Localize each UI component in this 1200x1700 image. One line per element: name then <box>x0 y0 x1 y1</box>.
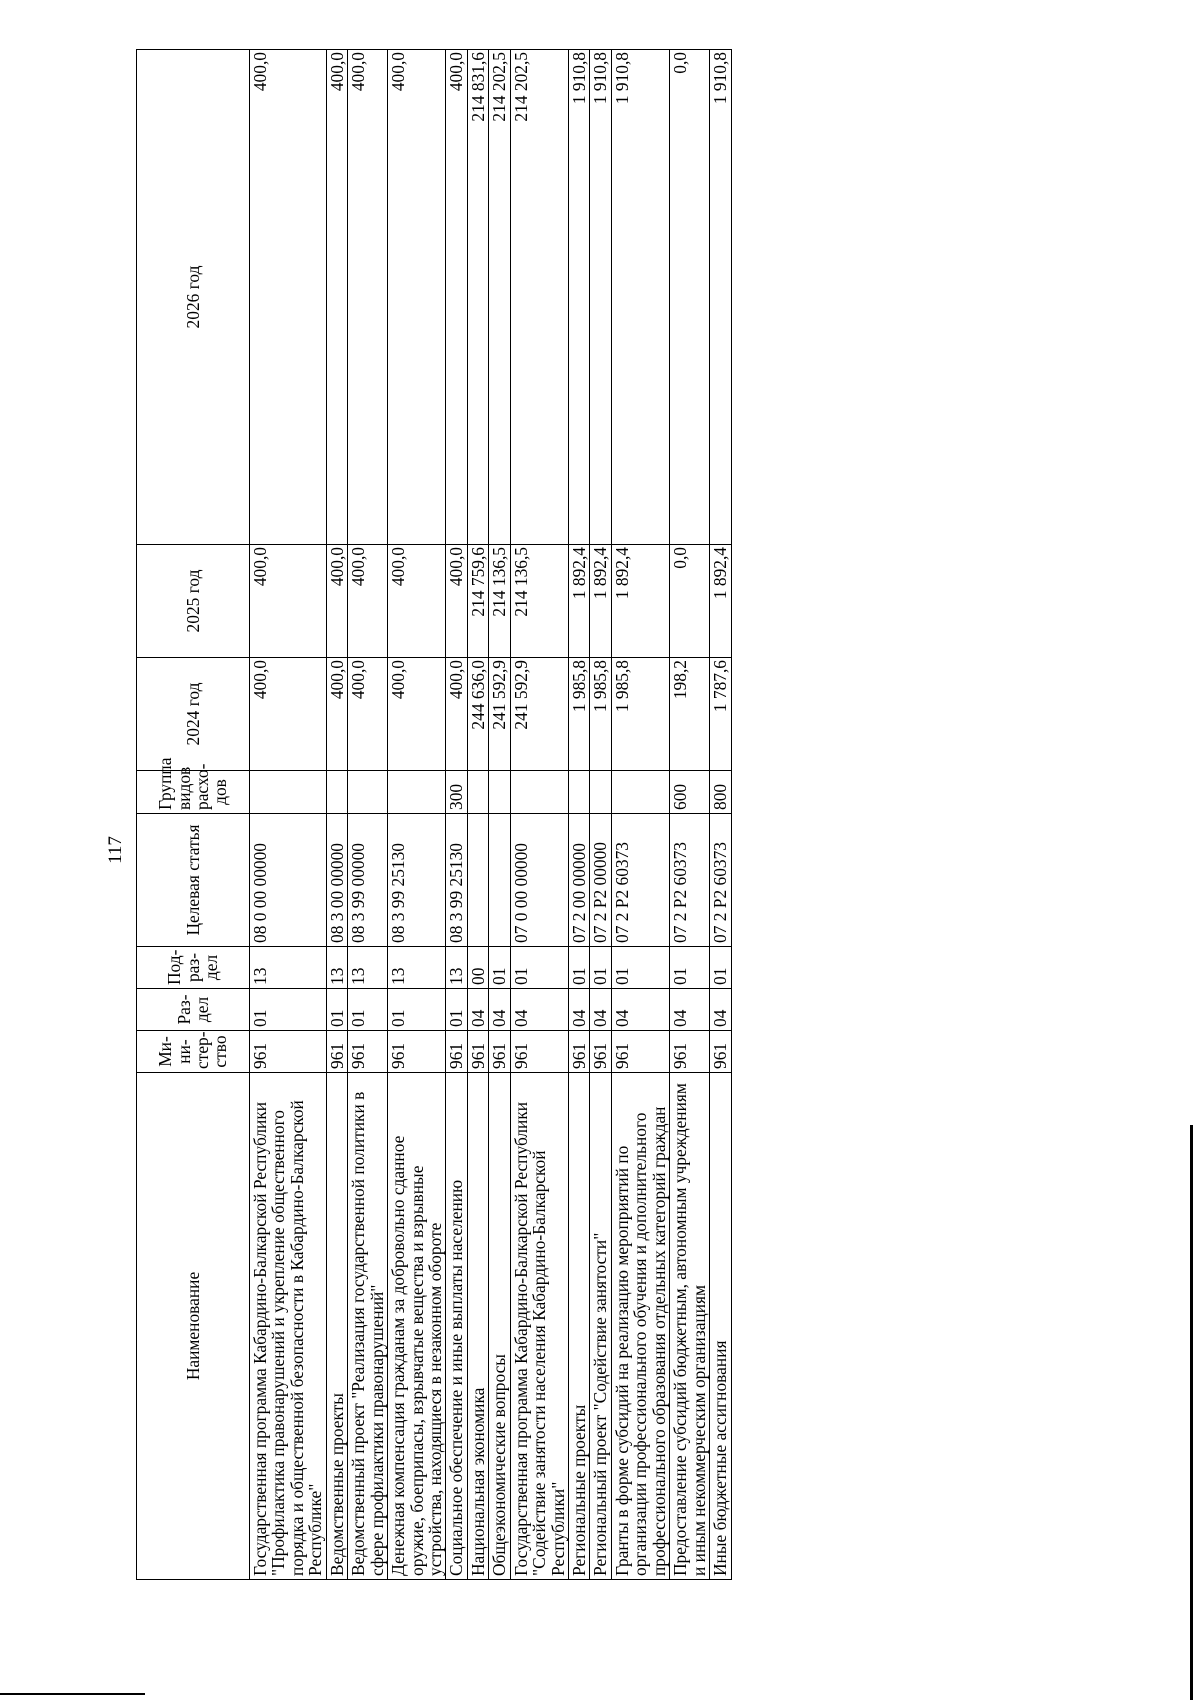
cell-y2024: 244 636,0 <box>467 658 488 771</box>
cell-y2026: 1 910,8 <box>710 50 731 545</box>
header-2024: 2024 год <box>137 658 250 771</box>
cell-ministry: 961 <box>710 1031 731 1073</box>
table-row <box>670 50 710 1580</box>
cell-target-article <box>467 814 488 947</box>
table-row <box>388 50 446 1580</box>
cell-section: 04 <box>467 989 488 1031</box>
cell-y2025: 1 892,4 <box>569 545 590 658</box>
page-number: 117 <box>105 836 126 864</box>
header-2026: 2026 год <box>137 50 250 545</box>
cell-name: Ведомственный проект "Реализация государственной политики в сфере профилактики правонарушений" <box>348 1073 388 1580</box>
cell-section: 01 <box>250 989 327 1031</box>
cell-y2026: 400,0 <box>250 50 327 545</box>
cell-y2025: 400,0 <box>446 545 467 658</box>
cell-y2025: 214 759,6 <box>467 545 488 658</box>
header-2025: 2025 год <box>137 545 250 658</box>
cell-name: Государственная программа Кабардино-Балкарской Республики "Профилактика правонарушений и укрепление общественного порядка и общественной безопасности в Кабардино-Балкарской Республике" <box>250 1073 327 1580</box>
cell-expense-group <box>250 771 327 814</box>
cell-y2026: 1 910,8 <box>590 50 611 545</box>
cell-y2025: 0,0 <box>670 545 710 658</box>
cell-expense-group <box>569 771 590 814</box>
cell-expense-group <box>326 771 347 814</box>
cell-y2024: 400,0 <box>388 658 446 771</box>
cell-y2024: 1 985,8 <box>590 658 611 771</box>
table-body <box>250 50 732 1580</box>
cell-section: 01 <box>326 989 347 1031</box>
table-row <box>446 50 467 1580</box>
cell-y2026: 400,0 <box>446 50 467 545</box>
cell-section: 04 <box>670 989 710 1031</box>
cell-y2025: 400,0 <box>348 545 388 658</box>
cell-section: 04 <box>510 989 568 1031</box>
cell-subsection: 01 <box>510 947 568 989</box>
cell-y2025: 400,0 <box>388 545 446 658</box>
scan-edge-line <box>1190 1125 1193 1700</box>
cell-y2024: 1 985,8 <box>611 658 669 771</box>
cell-name: Национальная экономика <box>467 1073 488 1580</box>
cell-y2024: 1 787,6 <box>710 658 731 771</box>
cell-subsection: 01 <box>611 947 669 989</box>
cell-y2026: 1 910,8 <box>569 50 590 545</box>
cell-y2026: 0,0 <box>670 50 710 545</box>
cell-y2026: 400,0 <box>326 50 347 545</box>
cell-name: Общеэкономические вопросы <box>489 1073 510 1580</box>
cell-ministry: 961 <box>489 1031 510 1073</box>
scan-corner-line <box>0 1693 145 1695</box>
header-target-article: Целевая статья <box>137 814 250 947</box>
table-row <box>489 50 510 1580</box>
cell-y2024: 1 985,8 <box>569 658 590 771</box>
table-header-row <box>137 50 250 1580</box>
cell-expense-group <box>467 771 488 814</box>
table-row <box>348 50 388 1580</box>
cell-ministry: 961 <box>670 1031 710 1073</box>
cell-y2024: 400,0 <box>446 658 467 771</box>
cell-section: 04 <box>710 989 731 1031</box>
cell-name: Гранты в форме субсидий на реализацию мероприятий по организации профессионального обучения и дополнительного профессионального образования отдельных категорий граждан <box>611 1073 669 1580</box>
cell-subsection: 13 <box>326 947 347 989</box>
cell-target-article: 07 2 Р2 60373 <box>611 814 669 947</box>
cell-section: 04 <box>489 989 510 1031</box>
cell-y2026: 400,0 <box>388 50 446 545</box>
cell-y2025: 214 136,5 <box>510 545 568 658</box>
header-section: Раз-дел <box>137 989 250 1031</box>
table-row <box>510 50 568 1580</box>
cell-y2025: 1 892,4 <box>710 545 731 658</box>
cell-subsection: 13 <box>388 947 446 989</box>
cell-ministry: 961 <box>388 1031 446 1073</box>
cell-y2025: 1 892,4 <box>590 545 611 658</box>
table-row <box>590 50 611 1580</box>
cell-expense-group <box>510 771 568 814</box>
cell-y2026: 400,0 <box>348 50 388 545</box>
cell-y2025: 214 136,5 <box>489 545 510 658</box>
cell-section: 01 <box>348 989 388 1031</box>
cell-expense-group <box>611 771 669 814</box>
budget-table-rotated <box>136 50 1088 1580</box>
cell-ministry: 961 <box>326 1031 347 1073</box>
cell-expense-group <box>348 771 388 814</box>
cell-target-article: 07 2 Р2 60373 <box>670 814 710 947</box>
header-name: Наименование <box>137 1073 250 1580</box>
cell-ministry: 961 <box>467 1031 488 1073</box>
cell-y2026: 214 202,5 <box>510 50 568 545</box>
cell-expense-group <box>388 771 446 814</box>
cell-expense-group <box>489 771 510 814</box>
cell-subsection: 01 <box>569 947 590 989</box>
table-row <box>611 50 669 1580</box>
table-row <box>467 50 488 1580</box>
cell-y2026: 1 910,8 <box>611 50 669 545</box>
cell-ministry: 961 <box>510 1031 568 1073</box>
cell-y2024: 400,0 <box>250 658 327 771</box>
table-row <box>326 50 347 1580</box>
cell-target-article: 08 3 99 25130 <box>446 814 467 947</box>
cell-expense-group <box>590 771 611 814</box>
cell-expense-group: 800 <box>710 771 731 814</box>
cell-name: Государственная программа Кабардино-Балкарской Республики "Содействие занятости населения Кабардино-Балкарской Республики" <box>510 1073 568 1580</box>
cell-section: 04 <box>569 989 590 1031</box>
cell-subsection: 13 <box>250 947 327 989</box>
header-subsection: Под-раз-дел <box>137 947 250 989</box>
cell-ministry: 961 <box>446 1031 467 1073</box>
cell-subsection: 00 <box>467 947 488 989</box>
cell-target-article: 08 3 00 00000 <box>326 814 347 947</box>
cell-target-article: 07 0 00 00000 <box>510 814 568 947</box>
cell-target-article: 08 0 00 00000 <box>250 814 327 947</box>
cell-name: Региональный проект "Содействие занятости" <box>590 1073 611 1580</box>
table-row <box>710 50 731 1580</box>
cell-subsection: 13 <box>348 947 388 989</box>
cell-y2025: 400,0 <box>326 545 347 658</box>
cell-ministry: 961 <box>569 1031 590 1073</box>
cell-y2024: 198,2 <box>670 658 710 771</box>
cell-y2025: 1 892,4 <box>611 545 669 658</box>
cell-section: 01 <box>388 989 446 1031</box>
cell-expense-group: 300 <box>446 771 467 814</box>
cell-y2024: 400,0 <box>348 658 388 771</box>
cell-name: Предоставление субсидий бюджетным, автономным учреждениям и иным некоммерческим организациям <box>670 1073 710 1580</box>
cell-target-article: 07 2 Р2 60373 <box>710 814 731 947</box>
cell-section: 01 <box>446 989 467 1031</box>
table-row <box>250 50 327 1580</box>
cell-y2026: 214 831,6 <box>467 50 488 545</box>
cell-ministry: 961 <box>250 1031 327 1073</box>
cell-name: Социальное обеспечение и иные выплаты населению <box>446 1073 467 1580</box>
cell-subsection: 01 <box>489 947 510 989</box>
cell-name: Ведомственные проекты <box>326 1073 347 1580</box>
cell-ministry: 961 <box>590 1031 611 1073</box>
cell-section: 04 <box>590 989 611 1031</box>
cell-target-article: 08 3 99 25130 <box>388 814 446 947</box>
cell-target-article: 07 2 00 00000 <box>569 814 590 947</box>
cell-y2026: 214 202,5 <box>489 50 510 545</box>
header-ministry: Ми-ни-стер-ство <box>137 1031 250 1073</box>
cell-y2024: 241 592,9 <box>510 658 568 771</box>
cell-subsection: 01 <box>590 947 611 989</box>
cell-expense-group: 600 <box>670 771 710 814</box>
cell-subsection: 01 <box>670 947 710 989</box>
cell-name: Иные бюджетные ассигнования <box>710 1073 731 1580</box>
cell-target-article <box>489 814 510 947</box>
cell-ministry: 961 <box>348 1031 388 1073</box>
table-row <box>569 50 590 1580</box>
cell-target-article: 08 3 99 00000 <box>348 814 388 947</box>
cell-name: Региональные проекты <box>569 1073 590 1580</box>
cell-y2024: 241 592,9 <box>489 658 510 771</box>
cell-target-article: 07 2 Р2 00000 <box>590 814 611 947</box>
cell-section: 04 <box>611 989 669 1031</box>
cell-y2024: 400,0 <box>326 658 347 771</box>
cell-y2025: 400,0 <box>250 545 327 658</box>
budget-table <box>136 49 732 1580</box>
header-expense-group: Группа видов расхо-дов <box>137 771 250 814</box>
cell-subsection: 01 <box>710 947 731 989</box>
cell-name: Денежная компенсация гражданам за добровольно сданное оружие, боеприпасы, взрывчатые вещества и взрывные устройства, находящиеся в незаконном обороте <box>388 1073 446 1580</box>
cell-subsection: 13 <box>446 947 467 989</box>
cell-ministry: 961 <box>611 1031 669 1073</box>
